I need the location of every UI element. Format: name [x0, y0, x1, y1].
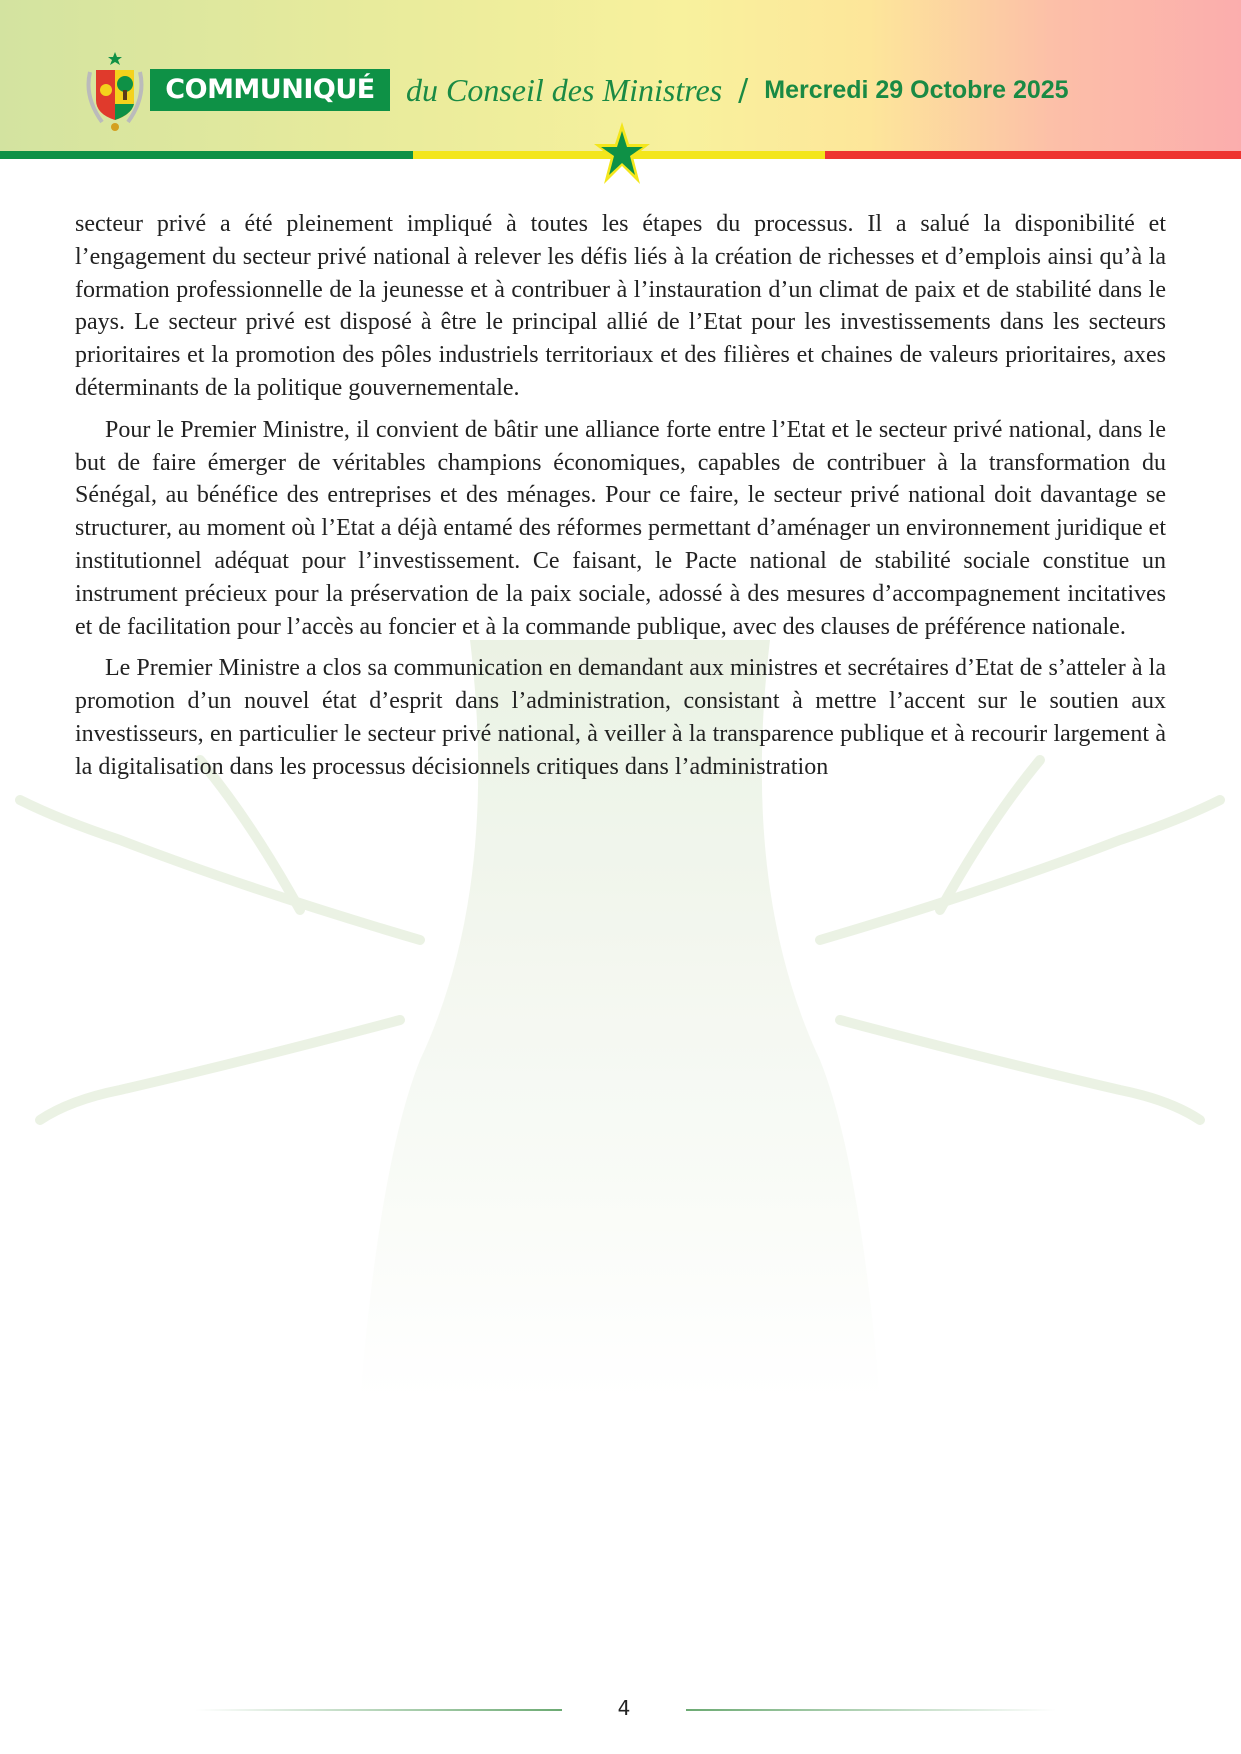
- paragraph: secteur privé a été pleinement impliqué à toutes les étapes du processus. Il a salué la disponibilité et l’engagement du secteur privé national à relever les défis liés à la création de richesses et d’emplois ainsi qu’à la formation professionnelle de la jeunesse et à contribuer à l’instauration d’un climat de paix et de stabilité dans le pays. Le secteur privé est disposé à être le principal allié de l’Etat pour les investissements dans les secteurs prioritaires et la promotion des pôles industriels territoriaux et des filières et chaines de valeurs prioritaires, axes déterminants de la politique gouvernementale.: [75, 211, 1166, 401]
- footer-divider-right: [686, 1709, 1056, 1711]
- document-body: [75, 208, 1166, 793]
- header-separator: /: [738, 72, 749, 108]
- flag-stripe-red: [825, 151, 1241, 159]
- star-icon: [594, 122, 650, 184]
- footer-divider-left: [195, 1709, 562, 1711]
- paragraph: Pour le Premier Ministre, il convient de bâtir une alliance forte entre l’Etat et le secteur privé national, dans le but de faire émerger de véritables champions économiques, capables de contribuer à la transformation du Sénégal, au bénéfice des entreprises et des ménages. Pour ce faire, le secteur privé national doit davantage se structurer, au moment où l’Etat a déjà entamé des réformes permettant d’aménager un environnement juridique et institutionnel adéquat pour l’investissement. Ce faisant, le Pacte national de stabilité sociale constitue un instrument précieux pour la préservation de la paix sociale, adossé à des mesures d’accompagnement incitatives et de facilitation pour l’accès au foncier et à la commande publique, avec des clauses de préférence nationale.: [75, 416, 1166, 640]
- header-subtitle: du Conseil des Ministres: [406, 71, 723, 108]
- header-date: Mercredi 29 Octobre 2025: [764, 75, 1069, 104]
- page-number: 4: [617, 1696, 631, 1720]
- paragraph: Le Premier Ministre a clos sa communication en demandant aux ministres et secrétaires d’Etat de s’atteler à la promotion d’un nouvel état d’esprit dans l’administration, consistant à mettre l’accent sur le soutien aux investisseurs, en particulier le secteur privé national, à veiller à la transparence publique et à recourir largement à la digitalisation dans les processus décisionnels critiques dans l’administration: [75, 655, 1166, 780]
- senegal-coat-of-arms-icon: [82, 52, 148, 132]
- header-title-row: [150, 60, 1069, 120]
- communique-badge: COMMUNIQUÉ: [150, 69, 390, 111]
- flag-stripe-green: [0, 151, 413, 159]
